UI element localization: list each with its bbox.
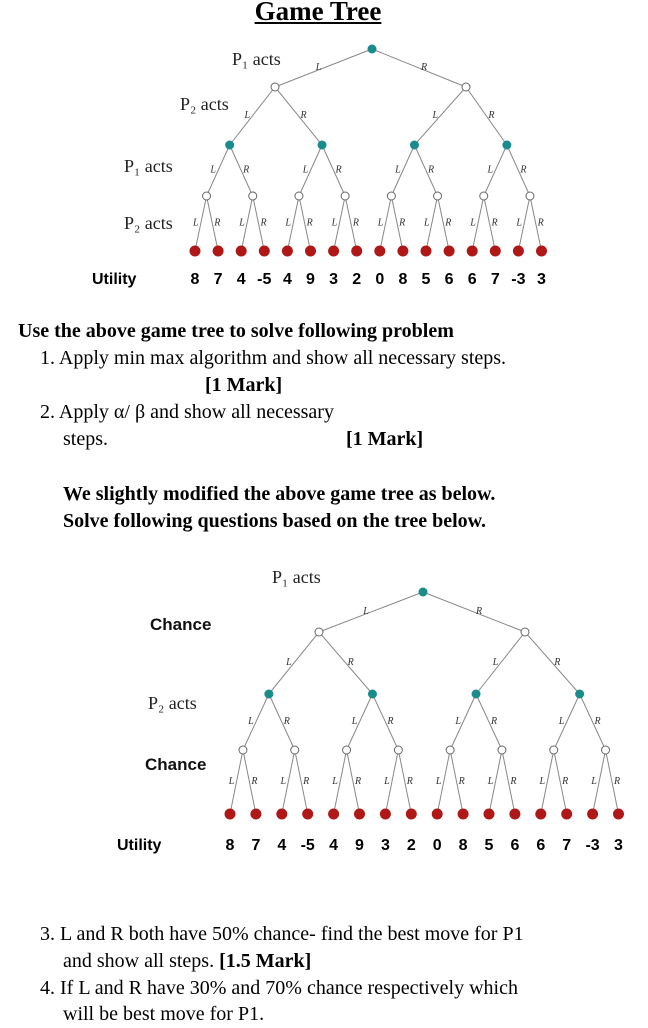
tree2-level-4-label: Chance: [145, 755, 207, 774]
leaf-node: [406, 809, 416, 819]
edge-label-right: R: [352, 217, 359, 229]
edge-label-right: R: [562, 776, 569, 787]
utility-value: 0: [375, 271, 385, 288]
tree-edge: [423, 592, 525, 632]
edge-label-left: L: [432, 110, 439, 121]
leaf-node: [277, 809, 287, 819]
edge-label-right: R: [490, 716, 498, 727]
tree-edge: [243, 694, 269, 750]
leaf-node: [484, 809, 494, 819]
edge-label-right: R: [510, 776, 517, 787]
question-3-line2: and show all steps.: [63, 950, 215, 972]
edge-label-right: R: [260, 217, 267, 229]
open-node: [291, 746, 299, 754]
utility-value: 6: [467, 271, 477, 288]
item-1-text: Apply min max algorithm and show all necessary steps.: [58, 347, 507, 369]
question-4-number: 4.: [40, 977, 55, 999]
decision-node: [368, 690, 376, 698]
edge-label-left: L: [487, 164, 494, 176]
edge-label-left: L: [423, 217, 430, 229]
question-4-line2: will be best move for P1.: [63, 1003, 265, 1025]
utility-value: 3: [329, 271, 339, 288]
edge-label-left: L: [192, 217, 199, 229]
utility-value: 8: [225, 837, 235, 854]
utility-value: 9: [355, 837, 364, 854]
edge-label-right: R: [347, 657, 354, 668]
edge-label-left: L: [384, 776, 390, 787]
question-3-line1: L and R both have 50% chance- find the best move for P1: [60, 923, 524, 945]
edge-label-left: L: [377, 217, 384, 229]
utility-value: -3: [585, 837, 600, 854]
edge-label-left: L: [210, 164, 216, 176]
edge-label-left: L: [395, 164, 401, 176]
tree1-utility-label: Utility: [92, 271, 137, 288]
utility-value: 7: [490, 271, 500, 288]
question-4-line1: If L and R have 30% and 70% chance respectively which: [60, 977, 518, 999]
tree1-level-2-label: P₂ acts: [180, 94, 229, 114]
open-node: [498, 746, 506, 754]
edge-label-left: L: [332, 776, 338, 787]
edge-label-left: L: [239, 217, 245, 229]
utility-value: 7: [251, 837, 261, 854]
utility-value: 3: [614, 837, 623, 854]
leaf-node: [225, 809, 235, 819]
open-node: [239, 746, 247, 754]
edge-label-left: L: [455, 716, 461, 727]
edge-label-right: R: [243, 164, 250, 176]
edge-label-left: L: [228, 776, 235, 787]
utility-value: 8: [190, 271, 200, 288]
decision-node: [419, 588, 427, 596]
utility-value: 5: [484, 837, 494, 854]
item-1-number: 1.: [40, 347, 55, 369]
edge-label-right: R: [399, 217, 406, 229]
edge-label-right: R: [303, 776, 310, 787]
edge-label-left: L: [302, 164, 309, 176]
utility-value: 9: [306, 271, 315, 288]
edge-label-left: L: [591, 776, 597, 787]
edge-label-left: L: [280, 776, 287, 787]
open-node: [550, 746, 558, 754]
utility-value: 3: [380, 837, 390, 854]
edge-label-right: R: [214, 217, 221, 229]
edge-label-right: R: [613, 776, 621, 787]
leaf-node: [303, 809, 313, 819]
utility-value: 7: [213, 271, 223, 288]
utility-value: 6: [536, 837, 546, 854]
leaf-node: [562, 809, 572, 819]
utility-value: 8: [398, 271, 408, 288]
leaf-node: [251, 809, 261, 819]
edge-label-left: L: [470, 217, 476, 229]
tree-edge: [525, 632, 580, 694]
page-title: Game Tree: [254, 0, 382, 26]
edge-label-left: L: [285, 217, 291, 229]
tree-edge: [476, 632, 525, 694]
tree-edge: [372, 694, 398, 750]
utility-value: -5: [257, 271, 272, 288]
problem-heading: Use the above game tree to solve following problem: [18, 320, 454, 342]
tree2-utility-label: Utility: [117, 837, 162, 854]
edge-label-right: R: [427, 164, 435, 176]
question-4: [40, 975, 518, 1002]
tree-edge: [269, 632, 319, 694]
edge-label-left: L: [516, 217, 522, 229]
edge-label-left: L: [331, 217, 338, 229]
tree2-edges: [230, 592, 619, 814]
edge-label-right: R: [488, 110, 495, 121]
open-node: [521, 628, 529, 636]
edge-label-right: R: [406, 776, 413, 787]
edge-label-left: L: [315, 62, 322, 73]
item-2-mark: [1 Mark]: [346, 428, 424, 450]
utility-value: 8: [458, 837, 468, 854]
edge-label-right: R: [251, 776, 258, 787]
tree-edge: [554, 694, 580, 750]
utility-value: 4: [236, 271, 246, 288]
utility-value: 4: [329, 837, 339, 854]
tree1-level-4-label: P₂ acts: [124, 213, 173, 233]
edge-label-right: R: [283, 716, 290, 727]
edge-label-left: L: [363, 606, 369, 617]
item-2-text-line1: Apply α/ β and show all necessary: [58, 401, 334, 423]
utility-value: 3: [537, 271, 546, 288]
decision-node: [576, 690, 584, 698]
utility-value: 6: [510, 837, 520, 854]
edge-label-left: L: [539, 776, 546, 787]
decision-node: [265, 690, 273, 698]
utility-value: 0: [432, 837, 442, 854]
open-node: [343, 746, 351, 754]
edge-label-right: R: [594, 716, 601, 727]
edge-label-right: R: [354, 776, 362, 787]
tree-edge: [450, 694, 476, 750]
tree-edge: [347, 694, 373, 750]
edge-label-left: L: [558, 716, 565, 727]
item-2-text-line2: steps.: [63, 428, 108, 450]
tree-edge: [319, 592, 423, 632]
edge-label-left: L: [244, 110, 251, 121]
open-node: [315, 628, 323, 636]
edge-label-left: L: [487, 776, 494, 787]
tree2-edge-labels: [228, 606, 620, 787]
leaf-node: [614, 809, 624, 819]
edge-label-left: L: [248, 716, 254, 727]
question-3-line2-wrap: [63, 948, 311, 975]
open-node: [394, 746, 402, 754]
open-node: [446, 746, 454, 754]
leaf-node: [510, 809, 520, 819]
modified-line-1: We slightly modified the above game tree as below.: [63, 483, 496, 505]
question-3-mark: [1.5 Mark]: [219, 950, 312, 972]
edge-label-right: R: [554, 657, 561, 668]
leaf-node: [380, 809, 390, 819]
item-1: [40, 345, 506, 372]
leaf-node: [432, 809, 442, 819]
utility-value: 7: [562, 837, 572, 854]
leaf-node: [458, 809, 468, 819]
edge-label-right: R: [537, 217, 544, 229]
decision-node: [472, 690, 480, 698]
tree-edge: [269, 694, 295, 750]
leaf-node: [355, 809, 365, 819]
edge-label-right: R: [335, 164, 342, 176]
tree-edge: [476, 694, 502, 750]
edge-label-right: R: [445, 217, 452, 229]
tree2-level-3-label: P₂ acts: [148, 693, 197, 713]
question-3-number: 3.: [40, 923, 55, 945]
tree1-level-1-label: P₁ acts: [232, 49, 281, 69]
utility-value: 4: [277, 837, 287, 854]
edge-label-left: L: [351, 716, 358, 727]
tree-edge: [580, 694, 606, 750]
utility-value: 4: [282, 271, 292, 288]
modified-line-2: Solve following questions based on the tree below.: [63, 510, 486, 532]
tree2-level-2-label: Chance: [150, 615, 212, 634]
leaf-node: [536, 809, 546, 819]
edge-label-right: R: [387, 716, 394, 727]
edge-label-right: R: [475, 606, 483, 617]
tree2-level-1-label: P₁ acts: [272, 567, 321, 587]
edge-label-right: R: [306, 217, 313, 229]
leaf-node: [329, 809, 339, 819]
edge-label-left: L: [435, 776, 442, 787]
open-node: [602, 746, 610, 754]
utility-value: -3: [511, 271, 526, 288]
edge-label-right: R: [420, 62, 428, 73]
item-2-number: 2.: [40, 401, 55, 423]
question-3: [40, 921, 524, 948]
edge-label-right: R: [520, 164, 527, 176]
edge-label-right: R: [300, 110, 307, 121]
tree1-level-3-label: P₁ acts: [124, 156, 173, 176]
edge-label-right: R: [458, 776, 465, 787]
utility-value: 6: [444, 271, 454, 288]
utility-value: -5: [300, 837, 315, 854]
leaf-node: [588, 809, 598, 819]
edge-label-left: L: [286, 657, 292, 668]
edge-label-left: L: [492, 657, 499, 668]
tree2-utilities: [226, 837, 624, 854]
utility-value: 2: [406, 837, 416, 854]
item-1-mark: [1 Mark]: [205, 374, 283, 396]
utility-value: 2: [352, 271, 362, 288]
item-2: [40, 399, 334, 426]
utility-value: 5: [421, 271, 431, 288]
tree-edge: [319, 632, 372, 694]
edge-label-right: R: [491, 217, 498, 229]
